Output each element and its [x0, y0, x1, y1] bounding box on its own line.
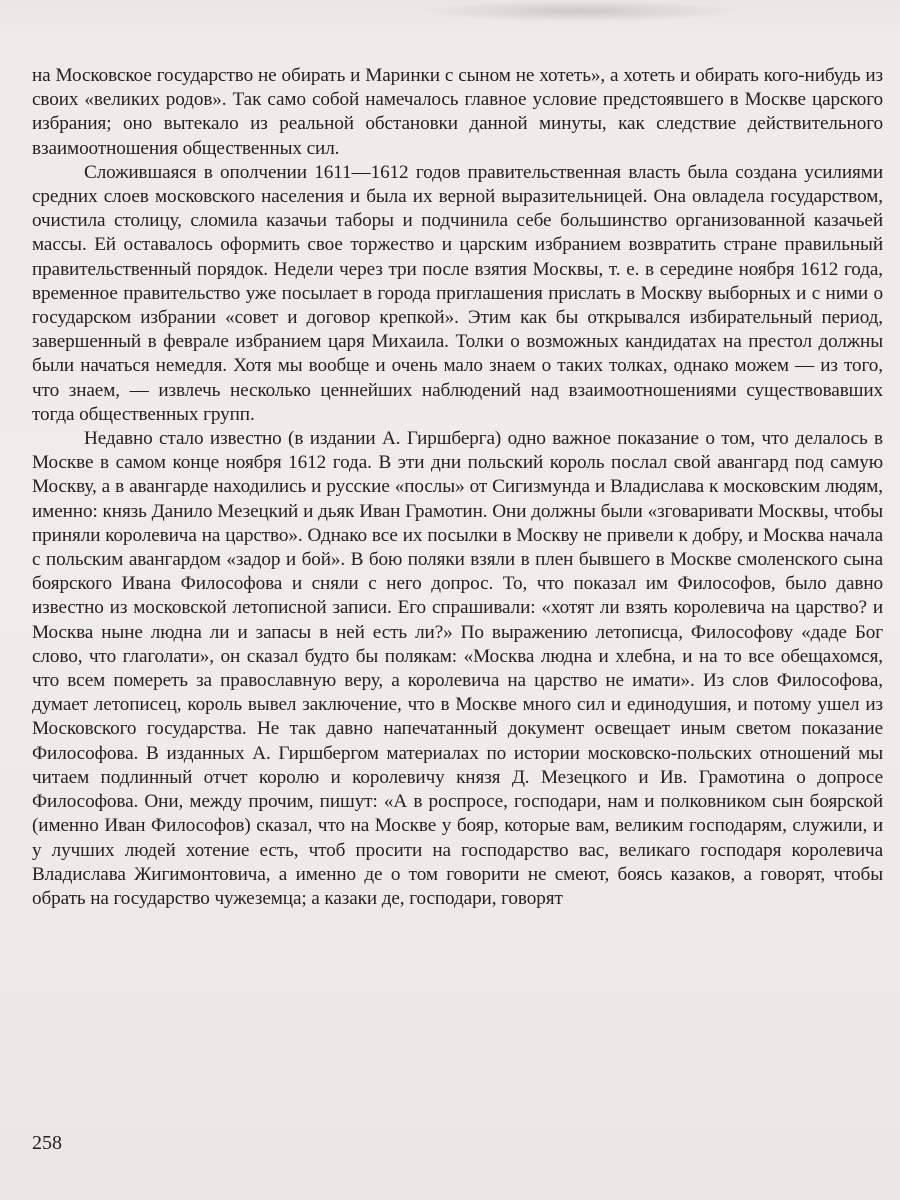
paragraph: Недавно стало известно (в издании А. Гиршберга) одно важное показание о том, что делалось в Москве в самом конце ноября 1612 года. В эти дни польский король послал свой авангард под самую Москву, а в авангарде находились и русские «послы» от Сигизмунда и Владислава к московским людям, именно: князь Данило Мезецкий и дьяк Иван Грамотин. Они должны были «зговаривати Москвы, чтобы приняли королевича на царство». Однако все их посылки в Москву не привели к добру, и Москва начала с польским авангардом «задор и бой». В бою поляки взяли в плен бывшего в Москве смоленского сына боярского Ивана Философова и сняли с него допрос. То, что показал им Философов, было давно известно из московской летописной записи. Его спрашивали: «хотят ли взять королевича на царство? и Москва ныне людна ли и запасы в ней есть ли?» По выражению летописца, Философову «даде Бог слово, что глаголати», он сказал будто бы полякам: «Москва людна и хлебна, и на то все обещахомся, что всем помереть за православную веру, а королевича на царство не имати». Из слов Философова, думает летописец, король вывел заключение, что в Москве много сил и единодушия, и потому ушел из Московского государства. Не так давно напечатанный документ освещает иным светом показание Философова. В изданных А. Гиршбергом материалах по истории московско-польских отношений мы читаем подлинный отчет королю и королевичу князя Д. Мезецкого и Ив. Грамотина о допросе Философова. Они, между прочим, пишут: «А в роспросе, господари, нам и полковником сын боярской (именно Иван Философов) сказал, что на Москве у бояр, которые вам, великим господарям, служили, и у лучших людей хотение есть, чтоб просити на господарство вас, великаго господаря королевича Владислава Жигимонтовича, а именно де о том говорити не смеют, боясь казаков, а говорят, чтобы обрать на государство чужеземца; а казаки де, господари, говорят — [32, 428, 883, 909]
paragraph-continuation: на Московское государство не обирать и Маринки с сыном не хотеть», а хотеть и обирать кого-нибудь из своих «великих родов». Так само собой намечалось главное условие предстоявшего в Москве царского избрания; оно вытекало из реальной обстановки данной минуты, как следствие действительного взаимоотношения общественных сил. — [32, 65, 883, 159]
body-text — [32, 64, 883, 911]
paragraph: Сложившаяся в ополчении 1611—1612 годов правительственная власть была создана усилиями средних слоев московского населения и была их верной выразительницей. Она овладела государством, очистила столицу, сломила казачьи таборы и подчинила себе большинство организованной казачьей массы. Ей оставалось оформить свое торжество и царским избранием возвратить стране правильный правительственный порядок. Недели через три после взятия Москвы, т. е. в середине ноября 1612 года, временное правительство уже посылает в города приглашения прислать в Москву выборных и с ними о государском избрании «совет и договор крепкой». Этим как бы открывался избирательный период, завершенный в феврале избранием царя Михаила. Толки о возможных кандидатах на престол должны были начаться немедля. Хотя мы вообще и очень мало знаем о таких толках, однако можем — из того, что знаем, — извлечь несколько ценнейших наблюдений над взаимоотношениями существовавших тогда общественных групп. — [32, 161, 883, 425]
page-top-shadow — [420, 0, 740, 22]
page-number: 258 — [32, 1132, 62, 1154]
